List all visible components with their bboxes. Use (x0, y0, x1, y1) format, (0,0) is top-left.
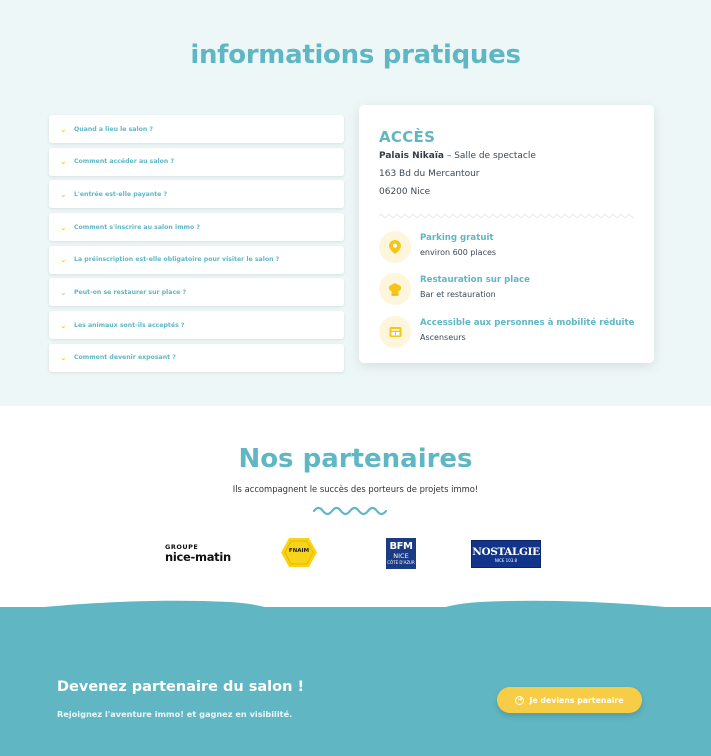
feature-parking (379, 231, 649, 267)
faq-question: Les animaux sont-ils acceptés ? (74, 321, 185, 329)
elevator-icon (379, 316, 411, 348)
logo-bfm-nice[interactable] (386, 538, 416, 569)
faq-question: Quand a lieu le salon ? (74, 125, 154, 133)
faq-item[interactable] (49, 278, 344, 306)
feature-desc: environ 600 places (420, 248, 497, 257)
info-title-part1: informations (190, 40, 383, 70)
venue-street: 163 Bd du Mercantour (379, 169, 480, 179)
faq-item[interactable] (49, 115, 344, 143)
logo-nice-matin-group: GROUPE (165, 543, 199, 551)
logo-nostalgie-frequency: NICE 103.8 (494, 557, 518, 563)
logo-bfm-city: NICE (393, 552, 409, 560)
faq-question: Peut-on se restaurer sur place ? (74, 288, 187, 296)
info-title-highlight: pratiques (382, 40, 521, 70)
chevron-down-icon: ⌄ (60, 222, 67, 232)
venue-line (379, 151, 536, 161)
partners-title: Nos partenaires (238, 444, 473, 474)
location-pin-icon (379, 231, 411, 263)
feature-title: Accessible aux personnes à mobilité réduite (420, 318, 635, 328)
chevron-down-icon: ⌄ (60, 320, 67, 330)
logo-bfm-region: CÔTE D'AZUR (387, 560, 415, 565)
chevron-down-icon: ⌄ (60, 353, 67, 363)
faq-item[interactable] (49, 148, 344, 176)
faq-item[interactable] (49, 344, 344, 372)
faq-item[interactable] (49, 180, 344, 208)
faq-question: Comment s'inscrire au salon immo ? (74, 223, 200, 231)
feature-accessibility (379, 316, 649, 352)
logo-nice-matin[interactable] (165, 544, 231, 563)
faq-item[interactable] (49, 213, 344, 241)
chevron-down-icon: ⌄ (60, 124, 67, 134)
feature-restauration (379, 273, 649, 309)
feature-title: Restauration sur place (420, 275, 530, 285)
chevron-down-icon: ⌄ (60, 189, 67, 199)
wave-decoration-icon (312, 505, 392, 517)
faq-question: Comment devenir exposant ? (74, 354, 176, 362)
cta-wave-top (0, 598, 711, 640)
chevron-down-icon: ⌄ (60, 157, 67, 167)
venue-desc: – Salle de spectacle (444, 151, 536, 161)
cta-title: Devenez partenaire du salon ! (57, 679, 305, 695)
venue-city: 06200 Nice (379, 187, 431, 197)
logo-nostalgie-text: NOSTALGIE (472, 545, 540, 558)
access-title: ACCÈS (379, 128, 436, 146)
faq-question: Comment accéder au salon ? (74, 158, 175, 166)
faq-list (49, 115, 344, 377)
access-card (359, 105, 654, 363)
info-title (0, 40, 711, 70)
become-partner-button[interactable] (497, 687, 642, 713)
chef-hat-icon (379, 273, 411, 305)
faq-item[interactable] (49, 311, 344, 339)
arrow-circle-icon: ➜ (517, 696, 523, 703)
faq-question: L'entrée est-elle payante ? (74, 190, 168, 198)
feature-title: Parking gratuit (420, 233, 494, 243)
faq-question: La préinscription est-elle obligatoire pour visiter le salon ? (74, 256, 280, 264)
logo-nice-matin-name: nice-matin (165, 550, 231, 564)
logo-nostalgie[interactable] (471, 540, 541, 568)
chevron-down-icon: ⌄ (60, 255, 67, 265)
feature-desc: Bar et restauration (420, 290, 496, 299)
become-partner-label: Je deviens partenaire (529, 695, 624, 705)
faq-item[interactable] (49, 246, 344, 274)
feature-desc: Ascenseurs (420, 333, 466, 342)
logo-bfm-text: BFM (389, 541, 413, 552)
chevron-down-icon: ⌄ (60, 287, 67, 297)
partners-title-bold: partenaires (302, 444, 473, 474)
wavy-divider (379, 212, 634, 220)
partners-subtitle: Ils accompagnent le succès des porteurs de projets immo! (232, 484, 479, 494)
cta-subtitle: Rejoignez l'aventure immo! et gagnez en visibilité. (57, 709, 293, 719)
logo-fnaim[interactable] (280, 537, 318, 568)
partners-section (0, 406, 711, 611)
venue-name: Palais Nikaïa (379, 151, 444, 161)
logo-fnaim-text: FNAIM (288, 548, 310, 554)
